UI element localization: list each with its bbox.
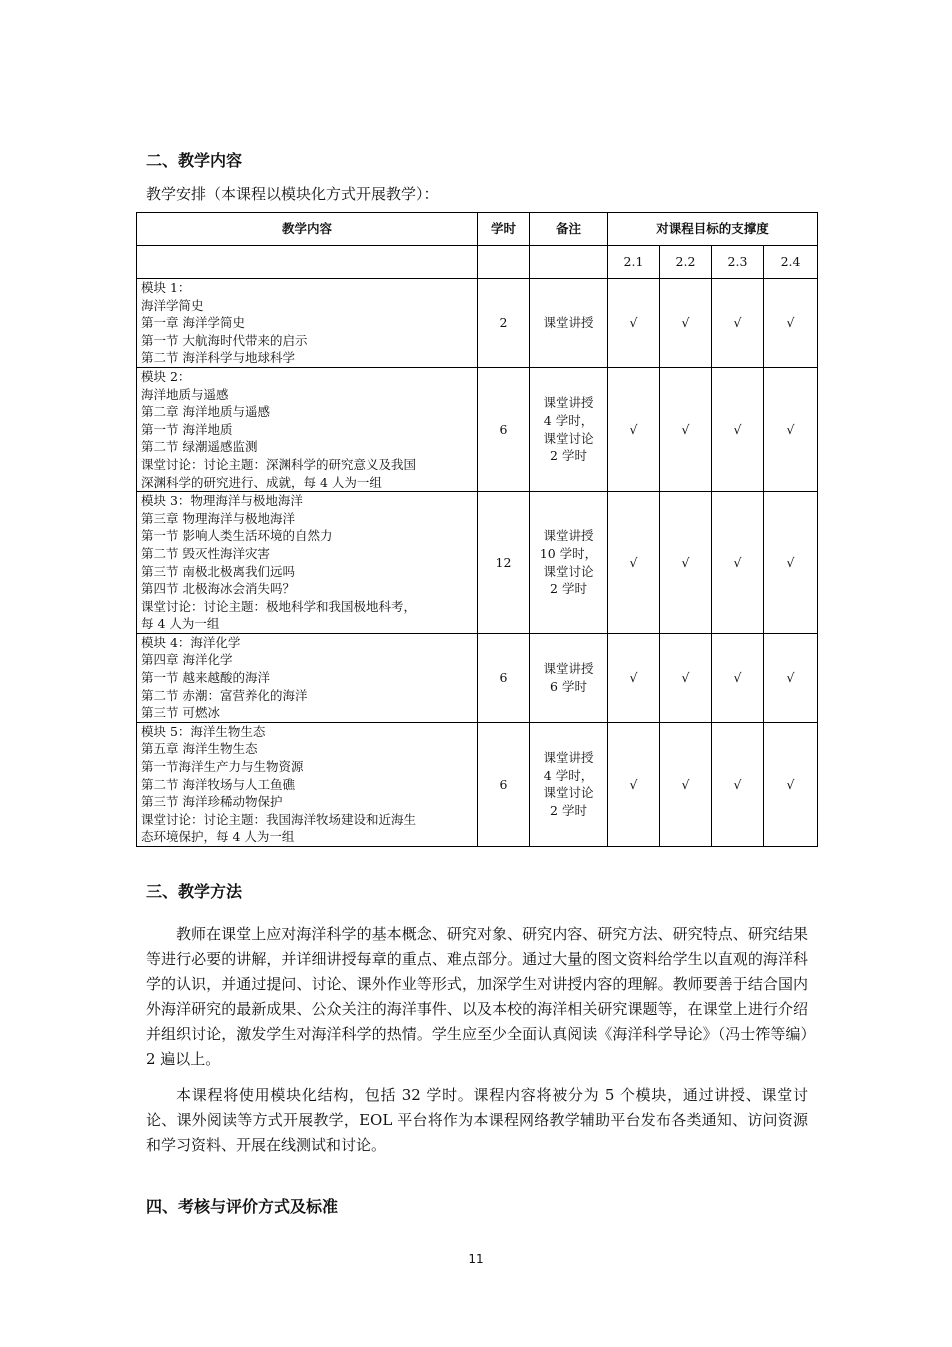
support-check-mark: √ [660,492,712,634]
teaching-schedule-table [136,212,818,847]
module-hours-cell: 12 [478,492,530,634]
table-row [137,633,818,722]
empty-cell [530,246,608,279]
module-content-line: 课堂讨论：讨论主题：我国海洋牧场建设和近海生 [141,811,417,827]
module-content-line: 第三章 物理海洋与极地海洋 [141,510,295,526]
support-check-mark: √ [608,633,660,722]
objective-2-1: 2.1 [608,246,660,279]
table-header-row [137,213,818,246]
objective-2-4: 2.4 [764,246,818,279]
module-content-line: 第四章 海洋化学 [141,652,233,668]
support-check-mark: √ [712,722,764,846]
module-content-line: 第二节 毁灭性海洋灾害 [141,545,270,561]
objective-subheader-row [137,246,818,279]
module-notes-line: 课堂讲授 [543,661,594,677]
page-number: 11 [468,1252,484,1266]
module-notes-cell [530,633,608,722]
support-check-mark: √ [660,279,712,368]
module-notes-line: 4 学时， [543,412,594,428]
support-check-mark: √ [608,367,660,491]
support-check-mark: √ [764,279,818,368]
module-content-line: 第三节 可燃冰 [141,705,220,721]
module-content-cell [137,279,478,368]
module-content-line: 第一章 海洋学简史 [141,315,245,331]
module-content-line: 态环境保护，每 4 人为一组 [141,829,295,845]
module-content-line: 第一节 影响人类生活环境的自然力 [141,528,333,544]
module-notes-line: 课堂讨论 [543,785,594,801]
support-check-mark: √ [608,722,660,846]
support-check-mark: √ [712,633,764,722]
module-hours-cell: 2 [478,279,530,368]
module-notes-cell [530,279,608,368]
module-content-line: 每 4 人为一组 [141,616,220,632]
module-notes-cell [530,367,608,491]
module-content-line: 模块 4：海洋化学 [141,634,241,650]
module-content-line: 第一节 越来越酸的海洋 [141,670,270,686]
module-content-line: 课堂讨论：讨论主题：深渊科学的研究意义及我国 [141,456,417,472]
support-check-mark: √ [764,492,818,634]
module-hours-cell: 6 [478,367,530,491]
module-content-line: 模块 3：物理海洋与极地海洋 [141,493,303,509]
module-notes-line: 课堂讲授 [543,528,594,544]
module-content-line: 第二节 绿潮遥感监测 [141,439,258,455]
module-content-line: 第三节 南极北极离我们远吗 [141,563,295,579]
module-content-line: 第五章 海洋生物生态 [141,741,258,757]
module-notes-line: 2 学时 [550,581,587,597]
module-notes-line: 课堂讨论 [543,563,594,579]
support-check-mark: √ [608,279,660,368]
module-notes-line: 课堂讲授 [543,315,594,331]
module-content-cell [137,367,478,491]
objective-2-3: 2.3 [712,246,764,279]
module-notes-cell [530,722,608,846]
module-notes-line: 4 学时， [543,767,594,783]
objective-2-2: 2.2 [660,246,712,279]
module-content-line: 第四节 北极海冰会消失吗？ [141,581,295,597]
module-content-cell [137,492,478,634]
support-check-mark: √ [660,633,712,722]
module-notes-line: 课堂讲授 [543,395,594,411]
module-content-line: 深渊科学的研究进行、成就，每 4 人为一组 [141,474,382,490]
table-row [137,492,818,634]
support-check-mark: √ [660,367,712,491]
support-check-mark: √ [764,633,818,722]
module-content-line: 第二章 海洋地质与遥感 [141,404,270,420]
module-content-line: 课堂讨论：讨论主题：极地科学和我国极地科考， [141,598,417,614]
module-hours-cell: 6 [478,722,530,846]
module-content-line: 第一节 大航海时代带来的启示 [141,332,308,348]
module-notes-cell [530,492,608,634]
section-heading-teaching-content: 二、教学内容 [146,151,243,170]
module-notes-line: 2 学时 [550,803,587,819]
module-content-line: 海洋学简史 [141,297,204,313]
module-notes-line: 课堂讨论 [543,430,594,446]
section-heading-teaching-methods: 三、教学方法 [146,882,243,901]
support-check-mark: √ [712,492,764,634]
empty-cell [478,246,530,279]
table-row [137,367,818,491]
support-check-mark: √ [712,367,764,491]
header-hours: 学时 [478,213,530,246]
header-content: 教学内容 [137,213,478,246]
module-hours-cell: 6 [478,633,530,722]
module-content-line: 模块 1： [141,280,191,295]
module-content-line: 第一节海洋生产力与生物资源 [141,759,304,775]
support-check-mark: √ [764,722,818,846]
module-content-cell [137,633,478,722]
support-check-mark: √ [608,492,660,634]
module-content-line: 第二节 海洋牧场与人工鱼礁 [141,776,295,792]
module-notes-line: 课堂讲授 [543,750,594,766]
module-content-line: 第一节 海洋地质 [141,421,233,437]
module-content-line: 海洋地质与遥感 [141,386,229,402]
section-heading-assessment: 四、考核与评价方式及标准 [146,1197,339,1216]
module-notes-line: 10 学时， [539,545,598,561]
empty-cell [137,246,478,279]
table-row [137,722,818,846]
teaching-arrangement-intro: 教学安排（本课程以模块化方式开展教学）： [146,185,439,203]
support-check-mark: √ [712,279,764,368]
module-content-line: 第二节 海洋科学与地球科学 [141,350,295,366]
header-objective-support: 对课程目标的支撑度 [608,213,818,246]
module-content-line: 第三节 海洋珍稀动物保护 [141,794,283,810]
header-notes: 备注 [530,213,608,246]
module-notes-line: 6 学时 [550,678,587,694]
module-content-line: 模块 2： [141,368,191,384]
module-content-line: 第二节 赤潮：富营养化的海洋 [141,687,308,703]
support-check-mark: √ [764,367,818,491]
support-check-mark: √ [660,722,712,846]
table-row [137,279,818,368]
module-notes-line: 2 学时 [550,448,587,464]
module-content-line: 模块 5：海洋生物生态 [141,723,266,739]
teaching-methods-paragraph-1: 教师在课堂上应对海洋科学的基本概念、研究对象、研究内容、研究方法、研究特点、研究结果等进行必要的讲解，并详细讲授每章的重点、难点部分。通过大量的图文资料给学生以直观的海洋科学的认识，并通过提问、讨论、课外作业等形式，加深学生对讲授内容的理解。教师要善于结合国内外海洋研究的最新成果、公众关注的海洋事件、以及本校的海洋相关研究课题等，在课堂上进行介绍并组织讨论，激发学生对海洋科学的热情。学生应至少全面认真阅读《海洋科学导论》（冯士筰等编）2 遍以上。 [146,925,808,1068]
teaching-methods-paragraph-2: 本课程将使用模块化结构，包括 32 学时。课程内容将被分为 5 个模块，通过讲授、课堂讨论、课外阅读等方式开展教学，EOL 平台将作为本课程网络教学辅助平台发布各类通知、访问资源和学习资料、开展在线测试和讨论。 [146,1086,808,1154]
module-content-cell [137,722,478,846]
